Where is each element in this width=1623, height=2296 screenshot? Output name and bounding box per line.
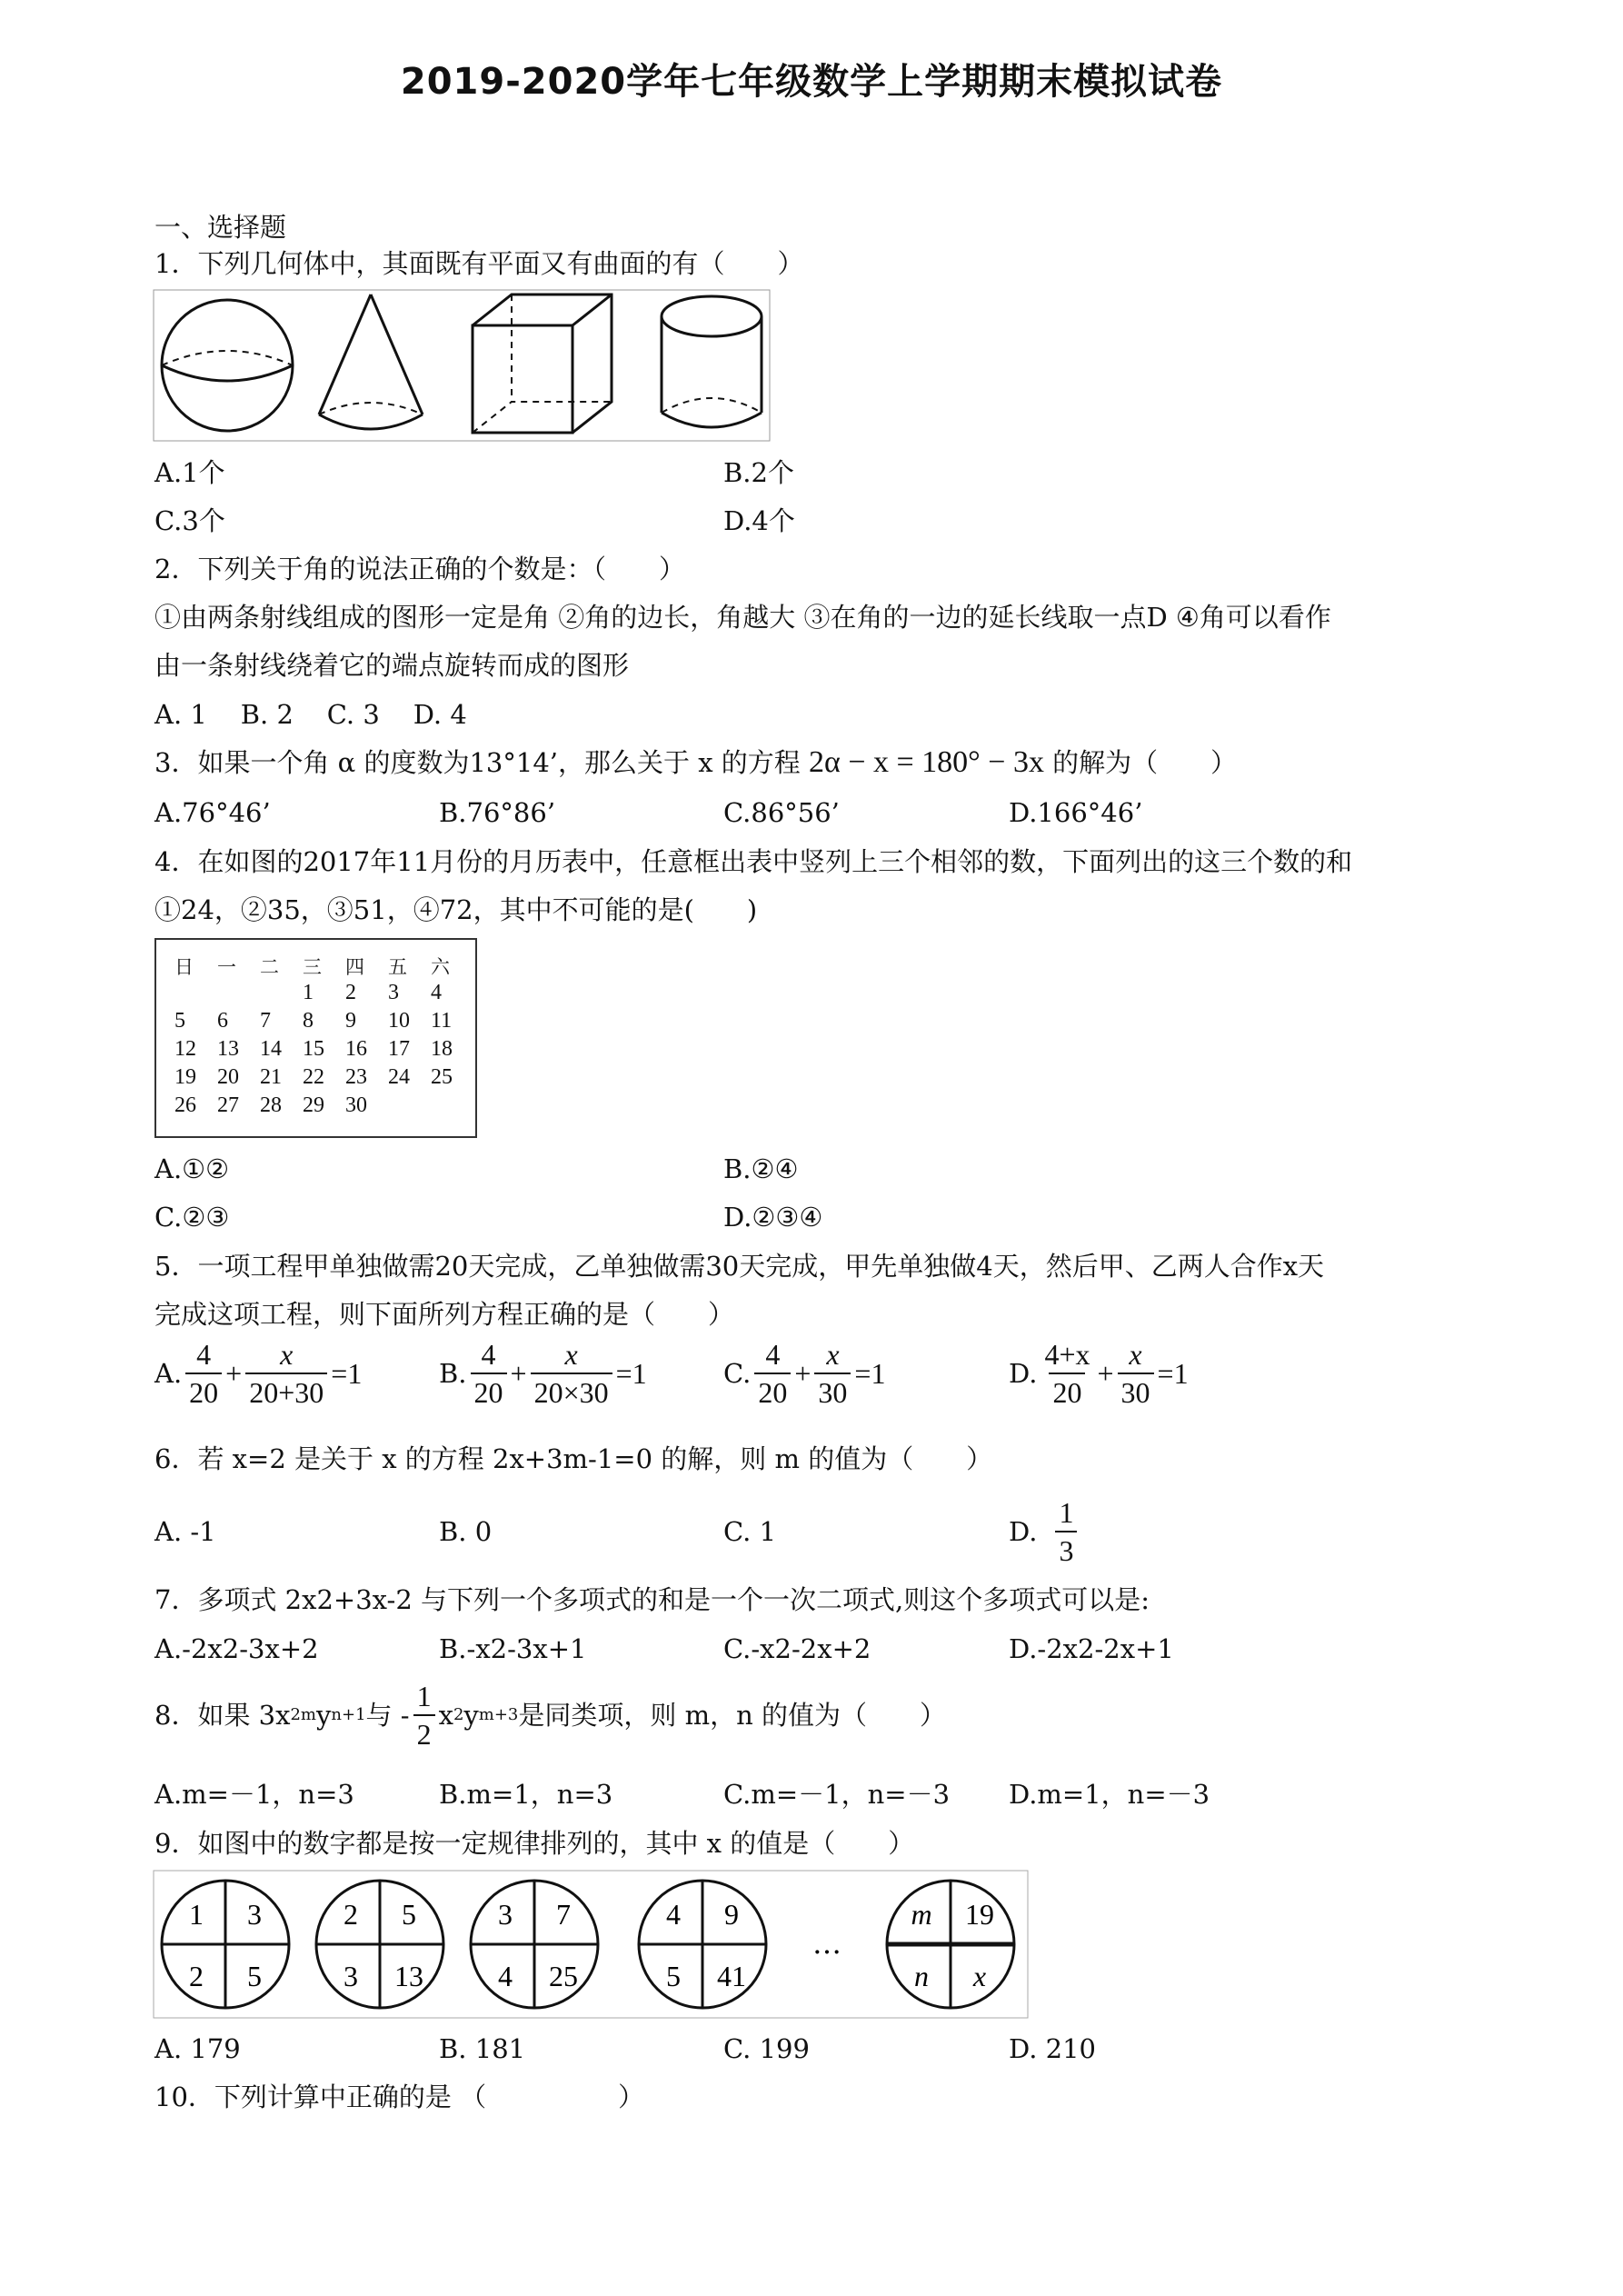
q6-option-d-fraction — [1055, 1496, 1077, 1567]
calendar-day: 24 — [388, 1065, 410, 1089]
q7-option-d: D.-2x2-2x+1 — [1009, 1633, 1174, 1664]
circle-number: 19 — [965, 1898, 994, 1931]
calendar-day: 27 — [217, 1093, 239, 1117]
calendar-day: 21 — [260, 1065, 282, 1089]
circle-number: 25 — [549, 1960, 578, 1992]
fraction-2 — [814, 1338, 851, 1409]
circle-number: 4 — [666, 1898, 681, 1931]
equation-rhs: =1 — [331, 1357, 363, 1390]
q8-text-post: 是同类项，则 m，n 的值为（ ） — [518, 1700, 947, 1731]
q8-text-x: x — [438, 1700, 453, 1731]
circle-number: 3 — [247, 1898, 262, 1931]
q5-option-b — [439, 1338, 647, 1409]
calendar-weekday-header: 二 — [260, 956, 279, 978]
calendar-day: 12 — [174, 1037, 196, 1061]
calendar-day: 2 — [345, 981, 356, 1004]
calendar-day — [169, 981, 212, 1009]
q7-option-c: C.-x2-2x+2 — [723, 1633, 871, 1664]
q3-option-b: B.76°86’ — [439, 797, 556, 828]
fraction-numerator: x — [826, 1338, 840, 1371]
section-heading: 一、选择题 — [154, 212, 287, 243]
calendar-day: 23 — [345, 1065, 367, 1089]
q9-option-a: A. 179 — [154, 2033, 241, 2064]
fraction-2 — [1118, 1338, 1154, 1409]
pattern-circle — [471, 1881, 598, 2008]
calendar-day: 25 — [431, 1065, 453, 1089]
fraction-denominator: 20+30 — [245, 1373, 327, 1409]
fraction-numerator: 4+x — [1044, 1338, 1090, 1371]
calendar-grid — [169, 953, 469, 1122]
calendar-day: 3 — [388, 981, 399, 1004]
circle-number: 13 — [394, 1960, 423, 1992]
circle-number: 3 — [498, 1898, 513, 1931]
q3-equation: 2α − x = 180° − 3x — [809, 745, 1044, 779]
plus-sign: + — [225, 1357, 243, 1390]
fraction-numerator: 1 — [416, 1680, 432, 1712]
q7-option-a: A.-2x2-3x+2 — [154, 1633, 319, 1664]
q4-option-d: D.②③④ — [723, 1202, 823, 1233]
q9-option-c: C. 199 — [723, 2033, 810, 2064]
fraction-2 — [245, 1338, 327, 1409]
q3-option-a: A.76°46’ — [154, 797, 271, 828]
q8-exponent-2: n+1 — [331, 1705, 366, 1724]
calendar-day: 14 — [260, 1037, 282, 1061]
q6-option-d — [1009, 1496, 1080, 1567]
q8-text-y: y — [316, 1700, 332, 1731]
calendar-day: 1 — [303, 981, 314, 1004]
q1-option-a: A.1个 — [154, 457, 225, 488]
q5-stem-line-2: 完成这项工程，则下面所列方程正确的是（ ） — [154, 1299, 735, 1330]
calendar-day: 28 — [260, 1093, 282, 1117]
q9-option-b: B. 181 — [439, 2033, 526, 2064]
circle-number: 3 — [344, 1960, 358, 1992]
q6-option-a: A. -1 — [154, 1516, 216, 1547]
option-label: B. — [439, 1358, 467, 1389]
circle-number: 9 — [724, 1898, 739, 1931]
calendar-day: 30 — [345, 1093, 367, 1117]
q6-option-c: C. 1 — [723, 1516, 777, 1547]
q8-option-c: C.m=－1，n=－3 — [723, 1779, 951, 1810]
calendar-day: 20 — [217, 1065, 239, 1089]
fraction-numerator: x — [564, 1338, 578, 1371]
equation-rhs: =1 — [615, 1357, 647, 1390]
q1-solids-figure — [153, 289, 771, 442]
q8-option-b: B.m=1，n=3 — [439, 1779, 613, 1810]
q4-stem-line-2: ①24，②35，③51，④72，其中不可能的是( ) — [154, 894, 758, 925]
circle-number: 5 — [666, 1960, 681, 1992]
q5-option-c — [723, 1338, 885, 1409]
exam-title: 2019-2020学年七年级数学上学期期末模拟试卷 — [400, 61, 1223, 103]
calendar-day — [254, 981, 297, 1009]
calendar-weekday-header: 一 — [217, 956, 236, 978]
calendar-day — [425, 1093, 468, 1122]
plus-sign: + — [510, 1357, 527, 1390]
option-label: C. — [723, 1358, 752, 1389]
ellipsis-text: … — [812, 1926, 841, 1961]
calendar-weekday-header: 日 — [174, 956, 194, 978]
plus-sign: + — [794, 1357, 812, 1390]
fraction-1 — [185, 1338, 222, 1409]
q8-exponent-1: 2m — [290, 1705, 317, 1724]
circle-number: m — [911, 1898, 932, 1931]
calendar-day: 29 — [303, 1093, 324, 1117]
cone-icon — [319, 294, 423, 429]
q3-stem-pre: 3．如果一个角 α 的度数为13°14’，那么关于 x 的方程 — [154, 747, 801, 778]
calendar-weekday-header: 六 — [431, 956, 450, 978]
q8-stem — [154, 1680, 946, 1751]
fraction-numerator: 4 — [765, 1338, 781, 1371]
fraction-2 — [531, 1338, 612, 1409]
q4-option-b: B.②④ — [723, 1153, 799, 1184]
q5-option-d — [1009, 1338, 1189, 1409]
option-label: D. — [1009, 1358, 1038, 1389]
fraction-denominator: 20 — [185, 1373, 222, 1409]
q3-option-d: D.166°46’ — [1009, 797, 1143, 828]
fraction-denominator: 3 — [1055, 1531, 1077, 1567]
q6-stem: 6．若 x=2 是关于 x 的方程 2x+3m-1=0 的解，则 m 的值为（ ） — [154, 1443, 993, 1474]
circle-number: 5 — [247, 1960, 262, 1992]
q6-option-d-label: D. — [1009, 1516, 1038, 1547]
pattern-circle — [162, 1881, 289, 2008]
q4-option-c: C.②③ — [154, 1202, 230, 1233]
fraction-denominator: 20 — [754, 1373, 791, 1409]
calendar-weekday-header: 三 — [303, 956, 322, 978]
fraction-numerator: x — [280, 1338, 294, 1371]
calendar-day: 22 — [303, 1065, 324, 1089]
q8-option-d: D.m=1，n=－3 — [1009, 1779, 1210, 1810]
circle-number: 1 — [189, 1898, 204, 1931]
q8-text-pre: 8．如果 3x — [154, 1700, 291, 1731]
q4-stem-line-1: 4．在如图的2017年11月份的月历表中，任意框出表中竖列上三个相邻的数，下面列出的这三个数的和 — [154, 846, 1353, 877]
calendar-day: 6 — [217, 1009, 228, 1033]
fraction-denominator: 20 — [1049, 1373, 1085, 1409]
q9-stem: 9．如图中的数字都是按一定规律排列的，其中 x 的值是（ ） — [154, 1828, 915, 1859]
calendar-weekday-header: 四 — [345, 956, 364, 978]
fraction-denominator: 20×30 — [531, 1373, 612, 1409]
calendar-day: 9 — [345, 1009, 356, 1033]
fraction-denominator: 30 — [1118, 1373, 1154, 1409]
cylinder-icon — [662, 296, 762, 427]
circle-number: 41 — [717, 1960, 746, 1992]
q3-stem — [154, 744, 1237, 781]
pattern-circle — [887, 1881, 1014, 2008]
calendar-day: 10 — [388, 1009, 410, 1033]
circle-number: n — [914, 1960, 929, 1992]
q8-text-y2: y — [463, 1700, 479, 1731]
fraction-numerator: 4 — [196, 1338, 212, 1371]
cube-icon — [473, 294, 612, 433]
q2-options: A. 1 B. 2 C. 3 D. 4 — [154, 699, 467, 730]
q2-statement-line-1: ①由两条射线组成的图形一定是角 ②角的边长，角越大 ③在角的一边的延长线取一点D ④角可以看作 — [154, 602, 1331, 633]
circle-number: x — [972, 1960, 987, 1992]
calendar-day: 8 — [303, 1009, 314, 1033]
fraction-numerator: x — [1129, 1338, 1142, 1371]
calendar-day: 18 — [431, 1037, 453, 1061]
calendar-day: 5 — [174, 1009, 185, 1033]
fraction-1 — [1041, 1338, 1093, 1409]
calendar-day: 11 — [431, 1009, 453, 1033]
calendar-day: 16 — [345, 1037, 367, 1061]
q6-option-b: B. 0 — [439, 1516, 493, 1547]
calendar-weekday-header: 五 — [388, 956, 407, 978]
fraction-1 — [471, 1338, 507, 1409]
q4-calendar — [154, 938, 477, 1138]
q2-stem: 2．下列关于角的说法正确的个数是：（ ） — [154, 554, 685, 584]
q8-fraction — [413, 1680, 435, 1751]
calendar-day — [383, 1093, 425, 1122]
calendar-day — [212, 981, 254, 1009]
q4-option-a: A.①② — [154, 1153, 230, 1184]
calendar-day: 13 — [217, 1037, 239, 1061]
q1-option-d: D.4个 — [723, 505, 795, 536]
q1-option-c: C.3个 — [154, 505, 225, 536]
q3-stem-post: 的解为（ ） — [1052, 747, 1238, 778]
fraction-denominator: 2 — [413, 1714, 435, 1751]
q3-option-c: C.86°56’ — [723, 797, 840, 828]
calendar-day: 4 — [431, 981, 442, 1004]
q5-option-a — [154, 1338, 362, 1409]
fraction-1 — [754, 1338, 791, 1409]
calendar-day: 26 — [174, 1093, 196, 1117]
q9-circles-figure — [153, 1870, 1029, 2019]
sphere-icon — [162, 300, 293, 431]
q10-stem: 10．下列计算中正确的是 （ ） — [154, 2081, 645, 2112]
q1-option-b: B.2个 — [723, 457, 794, 488]
fraction-denominator: 30 — [814, 1373, 851, 1409]
calendar-day: 19 — [174, 1065, 196, 1089]
circle-number: 2 — [344, 1898, 358, 1931]
q1-stem: 1．下列几何体中，其面既有平面又有曲面的有（ ） — [154, 248, 804, 279]
pattern-circle — [639, 1881, 766, 2008]
calendar-day: 7 — [260, 1009, 271, 1033]
q7-stem: 7．多项式 2x2+3x-2 与下列一个多项式的和是一个一次二项式,则这个多项式可以是: — [154, 1584, 1150, 1615]
circle-number: 5 — [402, 1898, 416, 1931]
q8-option-a: A.m=－1，n=3 — [154, 1779, 354, 1810]
circle-number: 4 — [498, 1960, 513, 1992]
q8-text-mid: 与 - — [365, 1700, 410, 1731]
q8-exponent-4: m+3 — [478, 1705, 519, 1724]
calendar-day: 17 — [388, 1037, 410, 1061]
q8-exponent-3: 2 — [453, 1705, 464, 1724]
fraction-numerator: 4 — [481, 1338, 496, 1371]
option-label: A. — [154, 1358, 183, 1389]
pattern-circle — [316, 1881, 443, 2008]
q7-option-b: B.-x2-3x+1 — [439, 1633, 587, 1664]
q2-statement-line-2: 由一条射线绕着它的端点旋转而成的图形 — [154, 650, 630, 681]
circle-number: 2 — [189, 1960, 204, 1992]
circle-number: 7 — [556, 1898, 571, 1931]
equation-rhs: =1 — [1157, 1357, 1189, 1390]
q9-option-d: D. 210 — [1009, 2033, 1097, 2064]
fraction-numerator: 1 — [1059, 1496, 1074, 1529]
equation-rhs: =1 — [854, 1357, 886, 1390]
q5-stem-line-1: 5．一项工程甲单独做需20天完成，乙单独做需30天完成，甲先单独做4天，然后甲、乙两人合作x天 — [154, 1251, 1325, 1282]
plus-sign: + — [1097, 1357, 1114, 1390]
calendar-day: 15 — [303, 1037, 324, 1061]
fraction-denominator: 20 — [471, 1373, 507, 1409]
